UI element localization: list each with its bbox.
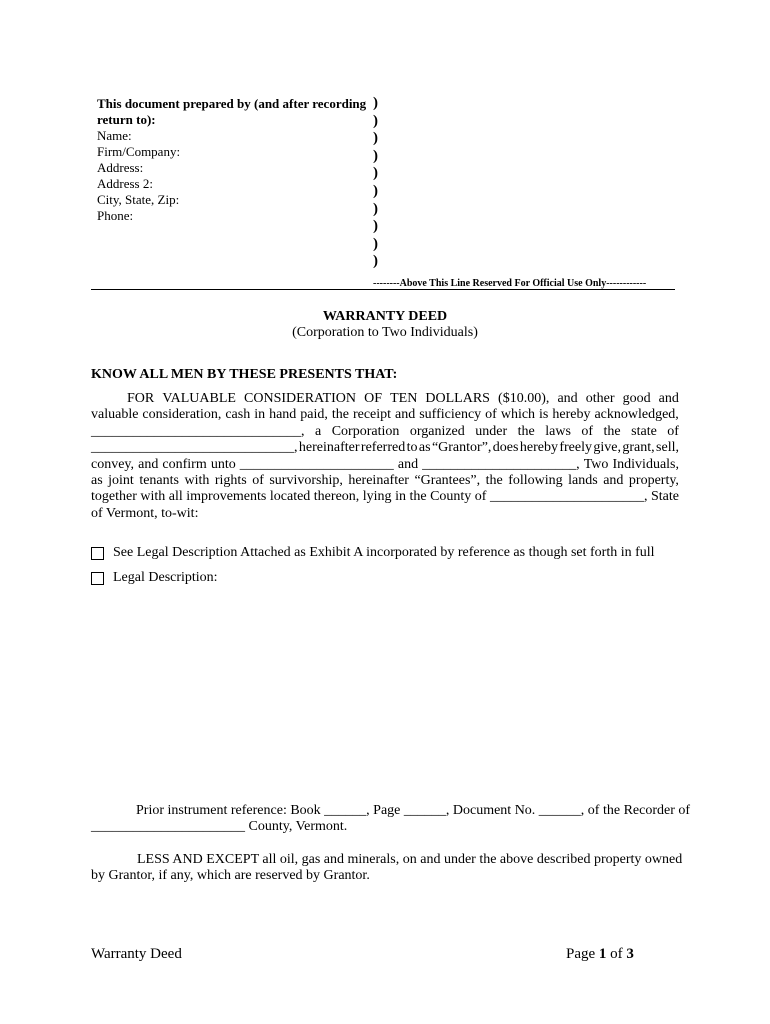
body-word: receipt — [352, 407, 392, 423]
conveyance-paragraph — [91, 391, 679, 522]
body-word: of — [252, 473, 264, 489]
body-word: as — [91, 473, 103, 489]
body-word: and — [557, 391, 578, 406]
body-word: of — [667, 423, 679, 439]
body-word: TEN — [390, 391, 418, 406]
prior-line-2: ______________________ County, Vermont. — [91, 819, 348, 835]
body-word: FOR — [127, 391, 155, 406]
body-word: and — [603, 473, 624, 489]
horizontal-rule — [91, 289, 675, 290]
body-line — [91, 473, 679, 489]
body-word: valuable — [91, 407, 139, 423]
field-city-state-zip-label: City, State, Zip: — [97, 192, 180, 207]
body-line — [91, 424, 679, 440]
body-word: of — [474, 489, 487, 505]
body-word: State — [650, 489, 679, 505]
document-subtitle: (Corporation to Two Individuals) — [292, 325, 478, 340]
field-firm-label: Firm/Company: — [97, 144, 181, 159]
body-word: joint — [108, 473, 134, 489]
body-word: of — [581, 423, 594, 439]
page-prefix: Page — [566, 946, 599, 962]
less-and-except-paragraph — [91, 852, 683, 885]
body-line — [91, 506, 679, 522]
body-word: hereinafter — [298, 440, 360, 456]
body-word: following — [508, 473, 563, 489]
body-word: give, — [593, 440, 621, 456]
body-word: tenants — [139, 473, 179, 489]
body-word: ______________________________, — [91, 423, 305, 439]
paren: ) — [373, 112, 378, 129]
body-word: acknowledged, — [594, 407, 679, 423]
body-word: other — [585, 391, 615, 406]
body-word: improvements — [186, 489, 267, 505]
legal-description-checkbox-label: Legal Description: — [113, 570, 218, 585]
field-phone-label: Phone: — [97, 208, 134, 223]
page-of: of — [606, 946, 627, 962]
less-line-2: by Grantor, if any, which are reserved by Grantor. — [91, 868, 370, 884]
paren-column — [373, 95, 385, 271]
checkbox-row-exhibit-a[interactable] — [91, 545, 655, 561]
body-word: hand — [269, 407, 297, 423]
checkbox-row-legal-description[interactable] — [91, 570, 218, 586]
body-line — [91, 391, 679, 407]
page-total: 3 — [626, 946, 634, 962]
body-word: Two — [583, 456, 609, 472]
know-all-heading: KNOW ALL MEN BY THESE PRESENTS THAT: — [91, 367, 398, 382]
body-word: good — [622, 391, 651, 406]
paren: ) — [373, 235, 378, 252]
preparer-heading-line2: return to): — [97, 112, 156, 127]
paren: ) — [373, 165, 378, 182]
footer-page-number — [566, 946, 634, 963]
body-word: and — [658, 391, 679, 406]
body-word: Corporation — [331, 423, 400, 439]
body-word: the — [409, 489, 427, 505]
legal-description-checkbox[interactable] — [91, 572, 104, 585]
body-word: cash — [225, 407, 251, 423]
body-word: “Grantor”, — [431, 440, 492, 456]
body-word: freely — [559, 440, 592, 456]
body-word: laws — [545, 423, 571, 439]
body-word: and — [397, 456, 419, 472]
body-word: convey, — [91, 456, 135, 472]
body-word: hereby — [552, 407, 591, 423]
exhibit-a-checkbox[interactable] — [91, 547, 104, 560]
body-word: does — [492, 440, 519, 456]
body-word: rights — [214, 473, 247, 489]
less-line-1: LESS AND EXCEPT all oil, gas and minerals, on and under the above described property owned — [137, 852, 683, 867]
body-line — [91, 407, 679, 423]
body-word: thereon, — [313, 489, 360, 505]
paren: ) — [373, 130, 378, 147]
official-use-line: --------Above This Line Reserved For Official Use Only------------ — [373, 278, 647, 289]
body-word: together — [91, 489, 137, 505]
body-word: “Grantees”, — [414, 473, 481, 489]
body-word: of — [485, 407, 497, 423]
body-word: and — [395, 407, 416, 423]
body-line — [91, 457, 679, 473]
prior-line-1: Prior instrument reference: Book ______, Page ______, Document No. ______, of the Recorder of — [136, 803, 691, 818]
body-word: located — [269, 489, 311, 505]
body-word: grant, — [622, 440, 655, 456]
footer-document-name: Warranty Deed — [91, 946, 182, 962]
body-word: _____________________________, — [91, 440, 298, 456]
field-address2-label: Address 2: — [97, 176, 153, 191]
body-word: the — [603, 423, 621, 439]
body-word: hereinafter — [348, 473, 409, 489]
exhibit-a-checkbox-label: See Legal Description Attached as Exhibit A incorporated by reference as though set forth in full — [113, 545, 655, 560]
paren: ) — [373, 218, 378, 235]
body-word: which — [500, 407, 536, 423]
body-word: with — [184, 473, 210, 489]
body-word: in — [254, 407, 266, 423]
body-word: property, — [628, 473, 679, 489]
body-word: ($10.00), — [498, 391, 550, 406]
body-word: County — [430, 489, 472, 505]
body-word: ______________________, — [489, 489, 648, 505]
body-word: DOLLARS — [425, 391, 490, 406]
body-word: to — [406, 440, 418, 456]
prior-instrument-paragraph — [91, 803, 691, 836]
body-word: and — [138, 456, 159, 472]
body-word: under — [475, 423, 508, 439]
paren: ) — [373, 200, 378, 217]
body-word: lying — [362, 489, 392, 505]
body-word: Individuals, — [612, 456, 679, 472]
body-word: state — [631, 423, 657, 439]
body-word: referred — [360, 440, 406, 456]
body-line-text: of Vermont, to-wit: — [91, 505, 199, 521]
body-word: survivorship, — [269, 473, 343, 489]
body-word: hereby — [519, 440, 558, 456]
body-word: consideration, — [142, 407, 222, 423]
body-word: is — [539, 407, 549, 423]
body-word: paid, — [300, 407, 328, 423]
body-word: the — [517, 423, 535, 439]
body-word: sufficiency — [419, 407, 482, 423]
page-current: 1 — [598, 946, 607, 962]
body-word: with — [140, 489, 166, 505]
body-word: VALUABLE — [162, 391, 236, 406]
body-word: as — [418, 440, 431, 456]
body-line — [91, 440, 679, 456]
body-word: in — [395, 489, 406, 505]
body-word: unto — [210, 456, 236, 472]
body-word: confirm — [162, 456, 207, 472]
body-word: all — [168, 489, 183, 505]
field-address-label: Address: — [97, 160, 144, 175]
body-word: ______________________ — [239, 456, 394, 472]
body-word: sell, — [656, 440, 679, 456]
paren: ) — [373, 253, 378, 270]
preparer-heading-line1: This document prepared by (and after recording — [97, 96, 367, 111]
body-word: a — [314, 423, 322, 439]
paren: ) — [373, 147, 378, 164]
body-line — [91, 489, 679, 505]
field-name-label: Name: — [97, 128, 132, 143]
body-word: lands — [568, 473, 598, 489]
body-word: OF — [364, 391, 383, 406]
body-word: organized — [409, 423, 465, 439]
body-word: ______________________, — [422, 456, 580, 472]
body-word: CONSIDERATION — [244, 391, 357, 406]
document-title: WARRANTY DEED — [322, 309, 448, 324]
body-word: the — [331, 407, 349, 423]
paren: ) — [373, 182, 378, 199]
paren: ) — [373, 95, 378, 111]
preparer-block — [97, 96, 372, 224]
body-word: the — [485, 473, 503, 489]
